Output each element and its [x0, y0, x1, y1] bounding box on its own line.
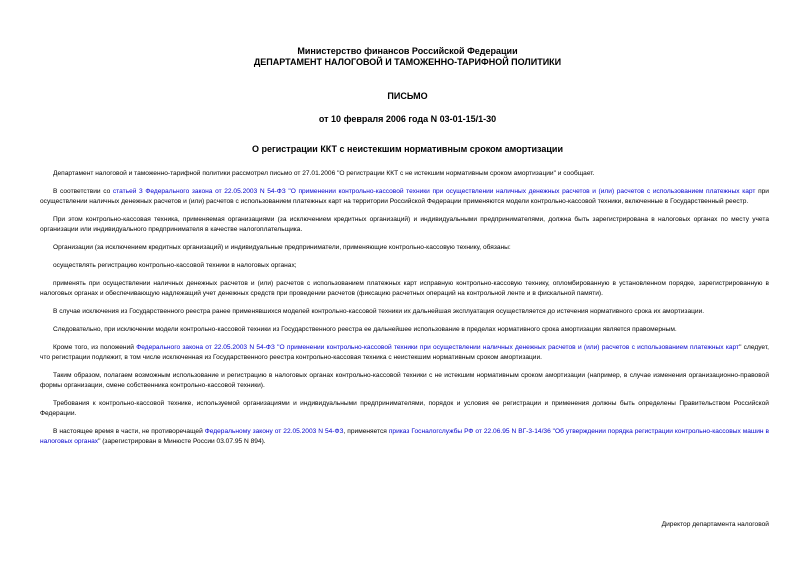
paragraph-5: осуществлять регистрацию контрольно-кассовой техники в налоговых органах;	[53, 262, 297, 269]
federal-law-54fz-link[interactable]: Федеральному закону от 22.05.2003 N 54-ФЗ	[204, 428, 344, 435]
document-header	[46, 46, 769, 68]
paragraph-3: При этом контрольно-кассовая техника, применяемая организациями (за исключением кредитных организаций) и индивидуальными предпринимателями, должна быть зарегистрирована в налоговых органах по месту учета организации или индивидуального предпринимателя в качестве налогоплательщика.	[40, 216, 769, 233]
law-54fz-article-3-link[interactable]: статьей 3 Федерального закона от 22.05.2003 N 54-ФЗ "О применении контрольно-кассовой техники при осуществлении наличных денежных расчетов и (или) расчетов с использованием платежных карт	[112, 188, 756, 195]
document-body	[40, 169, 769, 447]
gns-order-link[interactable]: приказ Госналогслужбы РФ от 22.06.95 N ВГ-3-14/36 "Об утверждении порядка регистрации контрольно-кассовых машин в налоговых органах	[40, 428, 769, 445]
paragraph-9-text-start: Кроме того, из положений	[53, 344, 137, 351]
paragraph-7: В случае исключения из Государственного реестра ранее применявшихся моделей контрольно-кассовой техники их дальнейшая эксплуатация осуществляется до истечения нормативного срока их амортизации.	[53, 308, 705, 315]
ministry-name: Министерство финансов Российской Федерации	[297, 46, 518, 56]
document-subject: О регистрации ККТ с неистекшим нормативным сроком амортизации	[252, 144, 563, 154]
paragraph-2	[40, 187, 769, 207]
paragraph-12-text-end: " (зарегистрирован в Минюсте России 03.07.95 N 894).	[98, 438, 266, 445]
paragraph-4: Организации (за исключением кредитных организаций) и индивидуальные предприниматели, применяющие контрольно-кассовую технику, обязаны:	[53, 244, 511, 251]
law-54fz-link[interactable]: Федерального закона от 22.05.2003 N 54-ФЗ "О применении контрольно-кассовой техники при осуществлении наличных денежных расчетов и (или) расчетов с использованием платежных карт	[136, 344, 740, 351]
paragraph-9	[40, 343, 769, 363]
paragraph-9-text-end: " следует, что регистрации подлежит, в том числе исключенная из Государственного реестра контрольно-кассовая техника с неистекшим нормативным сроком амортизации.	[40, 344, 769, 361]
document-date-number: от 10 февраля 2006 года N 03-01-15/1-30	[318, 114, 497, 124]
signature-title: Директор департамента налоговой	[661, 521, 769, 528]
paragraph-10: Таким образом, полагаем возможным использование и регистрацию в налоговых органах контрольно-кассовой техники с не истекшим нормативным сроком амортизации (например, в случае изменения организационно-правовой формы организации, смене собственника контрольно-кассовой техники).	[40, 372, 769, 389]
paragraph-12-text-middle: , применяется	[343, 428, 389, 435]
paragraph-2-text-start: В соответствии со	[53, 188, 113, 195]
paragraph-12	[40, 427, 769, 447]
paragraph-1: Департамент налоговой и таможенно-тарифной политики рассмотрел письмо от 27.01.2006 "О регистрации ККТ с не истекшим нормативным сроком амортизации" и сообщает.	[53, 170, 595, 177]
paragraph-11: Требования к контрольно-кассовой технике, используемой организациями и индивидуальными предпринимателями, порядок и условия ее регистрации и применения должны быть определены Правительством Российской Федерации.	[40, 400, 769, 417]
paragraph-6: применять при осуществлении наличных денежных расчетов и (или) расчетов с использованием платежных карт исправную контрольно-кассовую технику, опломбированную в установленном порядке, зарегистрированную в налоговых органах и обеспечивающую надлежащий учет денежных средств при проведении расчетов (фиксацию расчетных операций на контрольной ленте и в фискальной памяти).	[40, 280, 769, 297]
department-name: ДЕПАРТАМЕНТ НАЛОГОВОЙ И ТАМОЖЕННО-ТАРИФНОЙ ПОЛИТИКИ	[253, 57, 562, 67]
document-type: ПИСЬМО	[387, 91, 428, 101]
paragraph-8: Следовательно, при исключении модели контрольно-кассовой техники из Государственного реестра ее дальнейшее использование в пределах нормативного срока амортизации является правомерным.	[53, 326, 677, 333]
paragraph-2-text-end: при осуществлении наличных денежных расчетов и (или) расчетов с использованием платежных карт на территории Российской Федерации применяются модели контрольно-кассовой техники, включенные в Государственный реестр.	[40, 188, 769, 205]
paragraph-12-text-start: В настоящее время в части, не противоречащей	[53, 428, 205, 435]
